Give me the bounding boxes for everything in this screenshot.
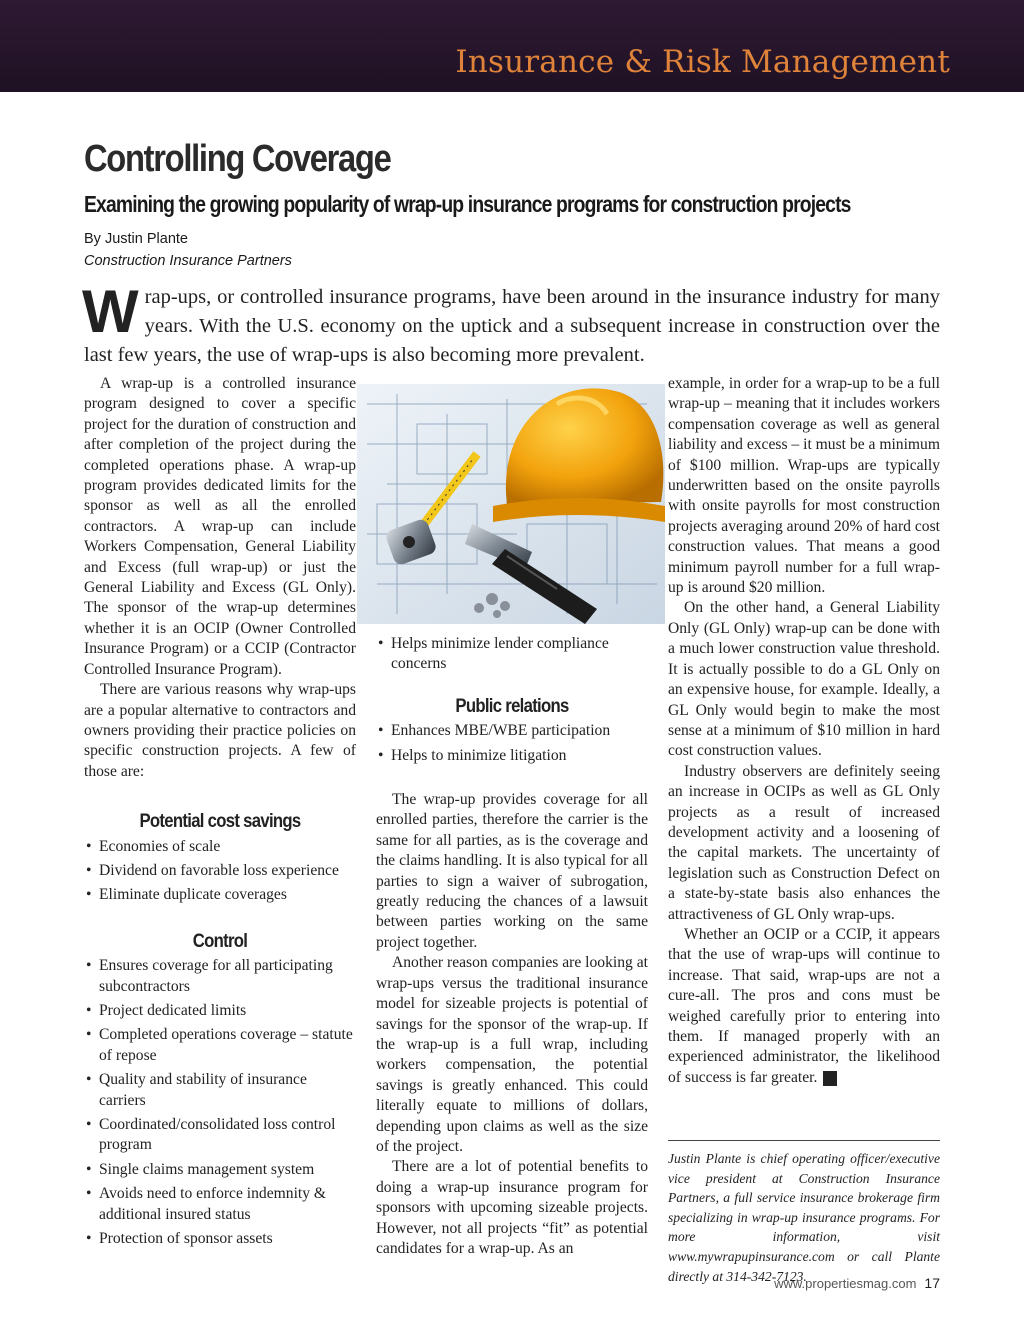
page-footer [774, 1275, 940, 1291]
list-item: • Ensures coverage for all participating subcontractors [84, 956, 356, 997]
section-title: Insurance & Risk Management [455, 44, 950, 80]
end-mark-icon: P [823, 1071, 837, 1086]
list-item: • Eliminate duplicate coverages [84, 885, 356, 905]
list-item: • Project dedicated limits [84, 1001, 356, 1021]
control-list [84, 956, 356, 1249]
body-paragraph: The wrap-up provides coverage for all enrolled parties, therefore the carrier is the same for all parties, as is the coverage and the claims handling. It is also typical for all parties to sign a waiver of subrogation, greatly reducing the chances of a lawsuit between parties working on the same project together. [376, 791, 648, 951]
body-paragraph: Industry observers are definitely seeing an increase in OCIPs as well as GL Only projects as a result of increased development activity and a loosening of the capital markets. The uncertainty of legislation such as Construction Defect on a state-by-state basis also enhances the attractiveness of GL Only wrap-ups. [668, 762, 940, 923]
body-paragraph: example, in order for a wrap-up to be a full wrap-up – meaning that it includes workers compensation coverage as well as general liability and excess – it must be a minimum of $100 million. Wrap-ups are typically underwritten based on the onsite payrolls with onsite payrolls for most construction projects averaging around 20% of hard cost construction values. That means a good minimum payroll number for a full wrap-up is around $20 million. [668, 375, 940, 597]
list-item: • Enhances MBE/WBE participation [376, 721, 648, 741]
body-paragraph: Another reason companies are looking at wrap-ups versus the traditional insurance model for sizeable projects is potential of savings for the sponsor of the wrap-up. If the wrap-up is a full wrap, including workers compensation, the potential savings is greatly enhanced. This could literally equate to millions of dollars, depending upon claims as well as the size of the project. [376, 954, 648, 1155]
list-item: • Economies of scale [84, 837, 356, 857]
column-left [84, 374, 356, 1253]
list-item: • Avoids need to enforce indemnity & additional insured status [84, 1184, 356, 1225]
cost-savings-list [84, 837, 356, 906]
body-paragraph: On the other hand, a General Liability Only (GL Only) wrap-up can be done with a much lower construction value threshold. It is actually possible to do a GL Only on an expensive house, for example. Ideally, a GL Only would begin to make the most sense at a minimum of $10 million in hard cost construction values. [668, 599, 940, 760]
body-paragraph: A wrap-up is a controlled insurance program designed to cover a specific project for the duration of construction and after completion of the project during the completed operations phase. A wrap-up program provides dedicated limits for the sponsor as well as all the enrolled contractors. A wrap-up can include Workers Compensation, General Liability and Excess (full wrap-up) or just the General Liability and Excess (GL Only). The sponsor of the wrap-up determines whether it is an OCIP (Owner Controlled Insurance Program) or a CCIP (Contractor Controlled Insurance Program). [84, 375, 356, 678]
list-item: • Single claims management system [84, 1160, 356, 1180]
author-affiliation: Construction Insurance Partners [84, 253, 292, 269]
author-bio: Justin Plante is chief operating officer/executive vice president at Construction Insurance Partners, a full service insurance brokerage firm specializing in wrap-up insurance programs. For more information, visit www.mywrapupinsurance.com or call Plante directly at 314-342-7123. [668, 1140, 940, 1286]
footer-url: www.propertiesmag.com [774, 1276, 917, 1291]
subhead-control: Control [192, 930, 248, 952]
body-paragraph: There are various reasons why wrap-ups are a popular alternative to contractors and owners providing their practice policies on specific construction projects. A few of those are: [84, 681, 356, 780]
byline: By Justin Plante [84, 231, 188, 247]
closing-text: Whether an OCIP or a CCIP, it appears that the use of wrap-ups will continue to increase. That said, wrap-ups are not a cure-all. The pros and cons must be weighed carefully prior to entering into them. If managed properly with an experienced administrator, the likelihood of success is far greater. [668, 925, 940, 1086]
subhead-public-relations: Public relations [455, 695, 569, 717]
drop-cap: W [82, 278, 139, 345]
list-item: • Quality and stability of insurance carriers [84, 1070, 356, 1111]
column-middle [376, 634, 648, 1259]
page-number: 17 [924, 1275, 940, 1291]
header-banner [0, 0, 1024, 92]
lead-text: rap-ups, or controlled insurance programs, have been around in the insurance industry for many years. With the U.S. economy on the uptick and a subsequent increase in construction over the last few years, the use of wrap-ups is also becoming more prevalent. [84, 286, 940, 366]
list-item: • Coordinated/consolidated loss control program [84, 1115, 356, 1156]
lead-paragraph [82, 278, 940, 370]
list-item: • Completed operations coverage – statute of repose [84, 1025, 356, 1066]
control-list-continued [376, 634, 648, 675]
article-title: Controlling Coverage [84, 138, 391, 180]
public-relations-list [376, 721, 648, 766]
list-item: • Dividend on favorable loss experience [84, 861, 356, 881]
body-paragraph [668, 925, 940, 1088]
column-right [668, 374, 940, 1088]
body-paragraph: There are a lot of potential benefits to doing a wrap-up insurance program for sponsors with upcoming sizeable projects. However, not all projects “fit” as potential candidates for a wrap-up. As an [376, 1158, 648, 1257]
subhead-cost-savings: Potential cost savings [139, 811, 301, 833]
construction-tools-photo [357, 384, 665, 624]
list-item: • Helps to minimize litigation [376, 746, 648, 766]
list-item: • Helps minimize lender compliance concerns [376, 634, 648, 675]
article-subtitle: Examining the growing popularity of wrap-up insurance programs for construction projects [84, 191, 851, 217]
list-item: • Protection of sponsor assets [84, 1229, 356, 1249]
